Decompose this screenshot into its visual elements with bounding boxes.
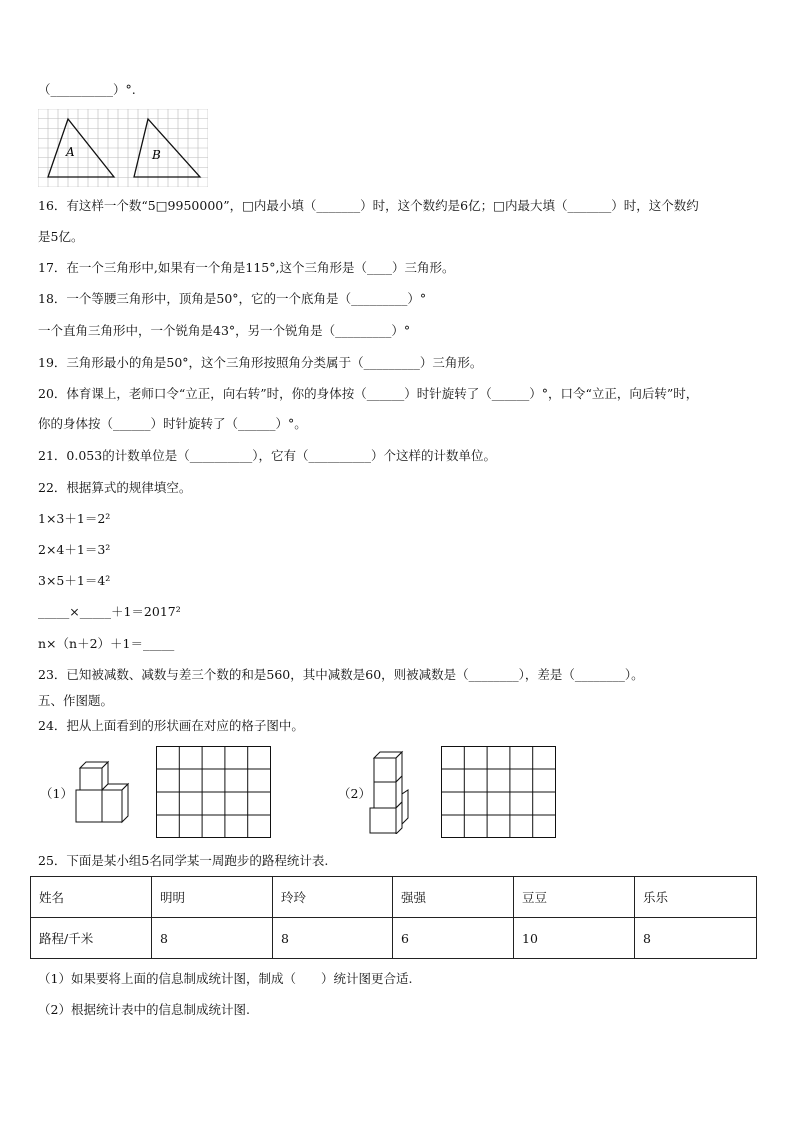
q24-label-2: （2） <box>338 786 371 801</box>
q25-sub1: （1）如果要将上面的信息制成统计图，制成（ ）统计图更合适. <box>38 971 413 986</box>
q20-line1: 20．体育课上，老师口令“立正，向右转”时，你的身体按（______）时针旋转了（______）°，口令“立正，向后转”时， <box>38 386 699 401</box>
answer-grid-1[interactable] <box>156 746 271 838</box>
q25: 25．下面是某小组5名同学某一周跑步的路程统计表. <box>38 853 329 868</box>
table-cell: 强强 <box>393 877 514 918</box>
table-cell: 豆豆 <box>514 877 635 918</box>
table-cell: 路程/千米 <box>31 918 152 959</box>
section-5-title: 五、作图题。 <box>38 693 114 708</box>
q18-line1: 18．一个等腰三角形中，顶角是50°，它的一个底角是（_________）° <box>38 291 427 306</box>
table-cell: 6 <box>393 918 514 959</box>
table-cell: 明明 <box>152 877 273 918</box>
table-cell: 8 <box>152 918 273 959</box>
table-row <box>31 918 757 959</box>
q22-eq5: n×（n＋2）＋1＝_____ <box>38 636 175 651</box>
table-header-row <box>31 877 757 918</box>
q23: 23．已知被减数、减数与差三个数的和是560，其中减数是60，则被减数是（________），差是（________）。 <box>38 667 644 682</box>
q15-answer-line: （__________）°. <box>38 82 136 97</box>
q16-line2: 是5亿。 <box>38 229 84 244</box>
q19: 19．三角形最小的角是50°，这个三角形按照角分类属于（_________）三角形。 <box>38 355 483 370</box>
answer-grid-2[interactable] <box>441 746 556 838</box>
q16-line1: 16．有这样一个数“5□9950000”，□内最小填（_______）时，这个数约是6亿；□内最大填（_______）时，这个数约 <box>38 198 699 213</box>
table-cell: 乐乐 <box>635 877 757 918</box>
cube-stack-2 <box>368 750 414 834</box>
running-distance-table <box>30 876 757 959</box>
table-cell: 10 <box>514 918 635 959</box>
q20-line2: 你的身体按（______）时针旋转了（______）°。 <box>38 416 307 431</box>
q22-eq4: _____×_____＋1＝2017² <box>38 604 181 619</box>
triangle-grid-figure <box>38 109 208 187</box>
q22-eq2: 2×4＋1＝3² <box>38 542 111 557</box>
q22-eq3: 3×5＋1＝4² <box>38 573 111 588</box>
q24-label-1: （1） <box>40 786 73 801</box>
q25-sub2: （2）根据统计表中的信息制成统计图. <box>38 1002 250 1017</box>
table-cell: 8 <box>635 918 757 959</box>
q17: 17．在一个三角形中,如果有一个角是115°,这个三角形是（____）三角形。 <box>38 260 455 275</box>
q22-eq1: 1×3＋1＝2² <box>38 511 111 526</box>
q18-line2: 一个直角三角形中，一个锐角是43°，另一个锐角是（_________）° <box>38 323 411 338</box>
table-cell: 玲玲 <box>273 877 393 918</box>
q24: 24．把从上面看到的形状画在对应的格子图中。 <box>38 718 304 733</box>
triangle-b-label: B <box>152 148 161 162</box>
triangle-a-label: A <box>66 145 75 159</box>
q21: 21．0.053的计数单位是（__________），它有（__________）个这样的计数单位。 <box>38 448 496 463</box>
table-cell: 姓名 <box>31 877 152 918</box>
cube-stack-1 <box>74 760 130 824</box>
table-cell: 8 <box>273 918 393 959</box>
q22-title: 22．根据算式的规律填空。 <box>38 480 192 495</box>
